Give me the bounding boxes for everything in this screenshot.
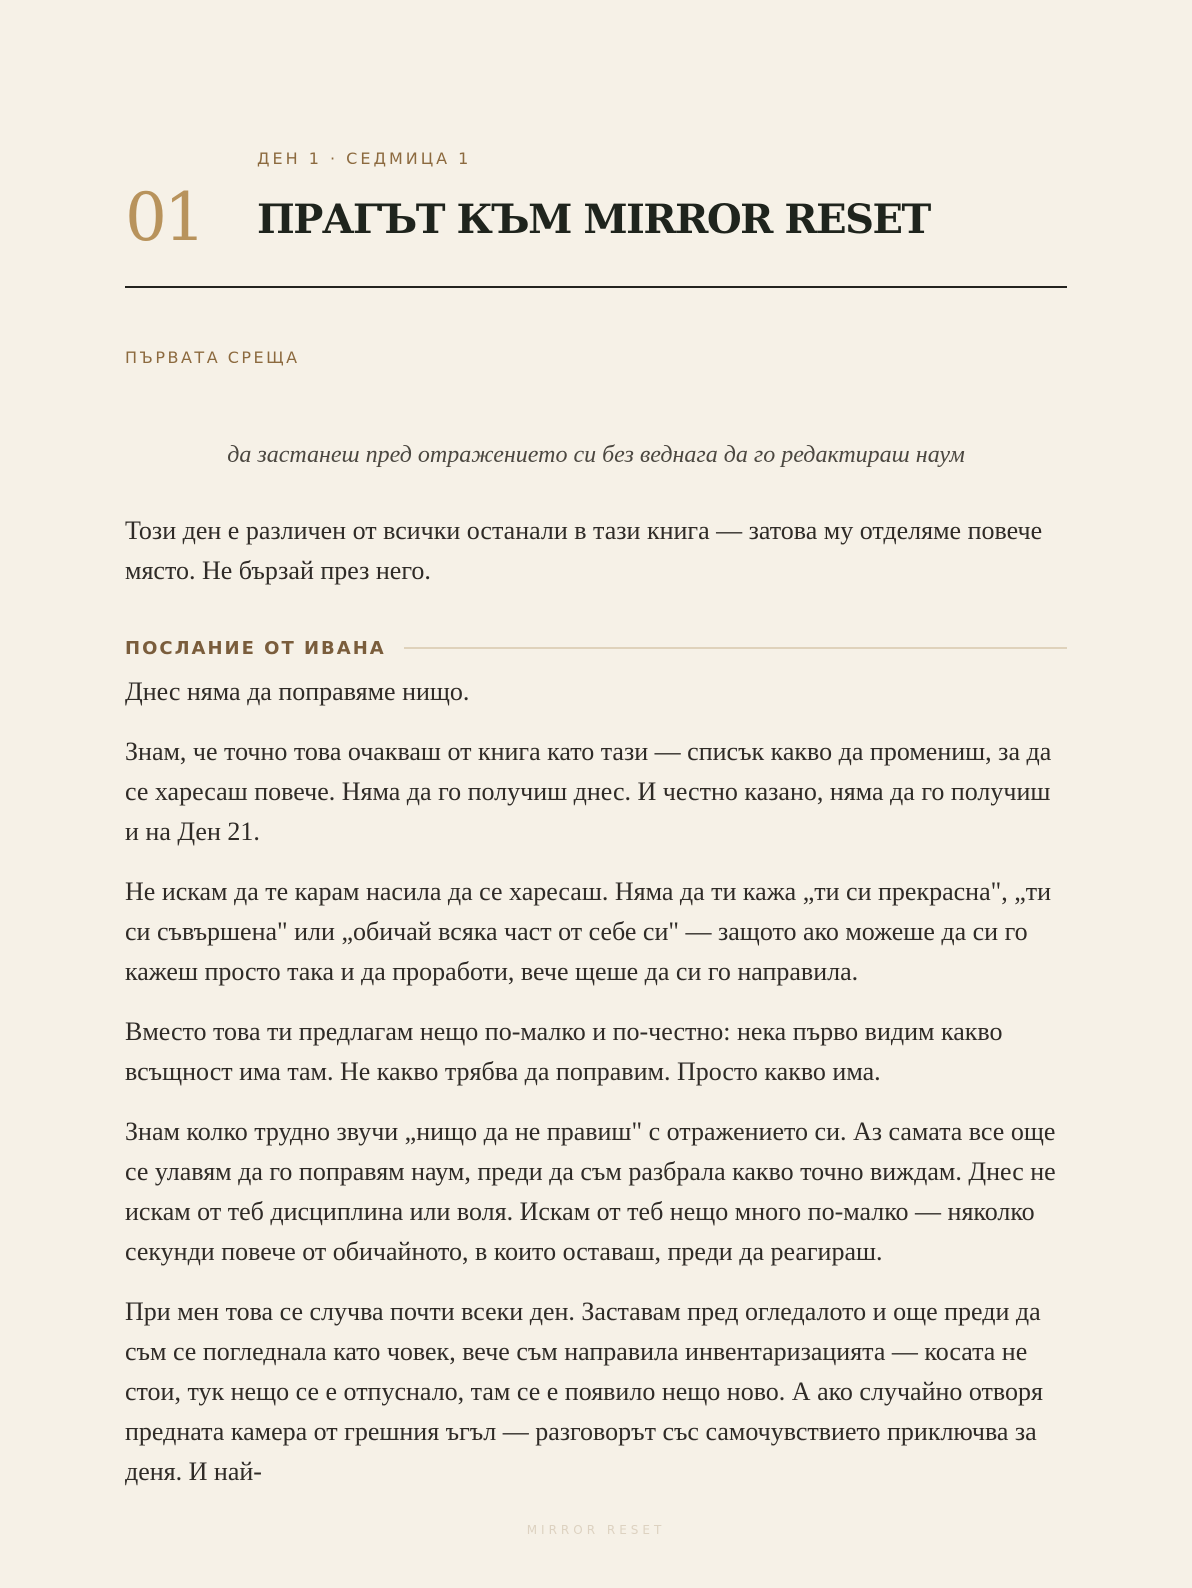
chapter-number: 01: [125, 179, 203, 256]
header-divider: [125, 286, 1067, 288]
day-week-label: ДЕН 1 · СЕДМИЦА 1: [257, 149, 472, 168]
message-paragraph: Знам колко трудно звучи „нищо да не правиш" с отражението си. Аз самата все още се улавям да го поправям наум, преди да съм разбрала какво точно виждам. Днес не искам от теб дисциплина или воля. Искам от теб нещо много по-малко — няколко секунди повече от обичайното, в които оставаш, преди да реагираш.: [125, 1117, 1056, 1266]
message-divider: [404, 647, 1067, 649]
message-paragraph: Не искам да те карам насила да се харесаш. Няма да ти кажа „ти си прекрасна", „ти си съвършена" или „обичай всяка част от себе си" — защото ако можеше да си го кажеш просто така и да проработи, вече щеше да си го направила.: [125, 877, 1052, 986]
message-paragraph: Знам, че точно това очакваш от книга като тази — списък какво да промениш, за да се харесаш повече. Няма да го получиш днес. И честно казано, няма да го получиш и на Ден 21.: [125, 737, 1052, 846]
epigraph: да застанеш пред отражението си без веднага да го редактираш наум: [227, 442, 965, 468]
section-label: ПЪРВАТА СРЕЩА: [125, 348, 300, 367]
intro-paragraph: Този ден е различен от всички останали в тази книга — затова му отделяме повече място. Не бързай през него.: [125, 516, 1043, 585]
chapter-title: ПРАГЪТ КЪМ MIRROR RESET: [257, 196, 930, 243]
running-footer: MIRROR RESET: [526, 1523, 666, 1537]
message-header: [125, 633, 1067, 663]
message-paragraph: Днес няма да поправяме нищо.: [125, 677, 470, 706]
message-paragraph: Вместо това ти предлагам нещо по-малко и по-честно: нека първо видим какво всъщност има там. Не какво трябва да поправим. Просто какво има.: [125, 1017, 1003, 1086]
message-label: ПОСЛАНИЕ ОТ ИВАНА: [125, 637, 386, 659]
message-body: [125, 672, 1067, 1512]
page-content: [125, 0, 1067, 1588]
message-paragraph: При мен това се случва почти всеки ден. Заставам пред огледалото и още преди да съм се погледнала като човек, вече съм направила инвентаризацията — косата не стои, тук нещо се е отпуснало, там се е появило нещо ново. А ако случайно отворя предната камера от грешния ъгъл — разговорът със самочувствието приключва за деня. И най-: [125, 1297, 1043, 1486]
